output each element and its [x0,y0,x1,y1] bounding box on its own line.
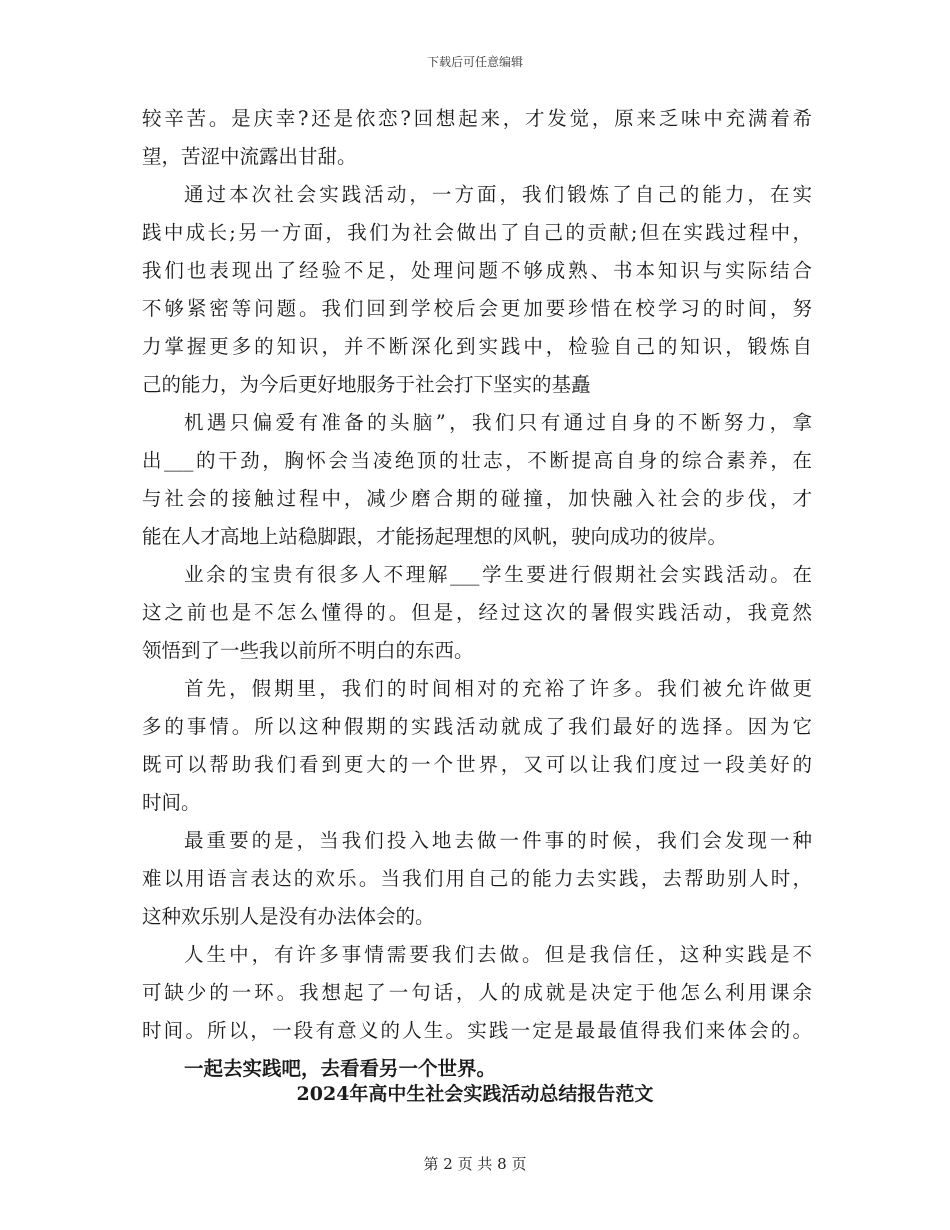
text-line: 首先，假期里，我们的时间相对的充裕了许多。我们被允许做更 [184,677,812,700]
text-line-bold: 一起去实践吧，去看看另一个世界。 [184,1057,497,1080]
text-line: 最重要的是，当我们投入地去做一件事的时候，我们会发现一种 [184,829,812,852]
text-line: 时间。 [142,791,201,814]
text-line: 这之前也是不怎么懂得的。但是，经过这次的暑假实践活动，我竟然 [142,601,812,624]
text-line: 可缺少的一环。我想起了一句话，人的成就是决定于他怎么利用课余 [142,981,812,1004]
page-number: 第 2 页 共 8 页 [423,1155,527,1173]
text-line: 多的事情。所以这种假期的实践活动就成了我们最好的选择。因为它 [142,715,812,738]
text-line: 机遇只偏爱有准备的头脑”，我们只有通过自身的不断努力，拿 [184,411,812,434]
text-line: 既可以帮助我们看到更大的一个世界，又可以让我们度过一段美好的 [142,753,812,776]
text-line: 不够紧密等问题。我们回到学校后会更加要珍惜在校学习的时间，努 [142,297,812,320]
text-line: 望，苦涩中流露出甘甜。 [142,145,357,168]
text-line: 时间。所以，一段有意义的人生。实践一定是最最值得我们来体会的。 [142,1019,812,1042]
text-line: 践中成长;另一方面，我们为社会做出了自己的贡献;但在实践过程中， [142,221,812,244]
document-title: 2024年高中生社会实践活动总结报告范文 [296,1083,654,1105]
page-header: 下载后可任意编辑 [426,55,523,69]
text-line: 出___的干劲，胸怀会当凌绝顶的壮志，不断提高自身的综合素养，在 [142,449,812,472]
text-line: 这种欢乐别人是没有办法体会的。 [142,905,435,928]
text-line: 能在人才高地上站稳脚跟，才能扬起理想的风帆，驶向成功的彼岸。 [142,525,728,548]
text-line: 人生中，有许多事情需要我们去做。但是我信任，这种实践是不 [184,943,812,966]
text-line: 力掌握更多的知识，并不断深化到实践中，检验自己的知识，锻炼自 [142,335,812,358]
body-text [142,100,812,1088]
text-line: 己的能力，为今后更好地服务于社会打下坚实的基矗 [142,373,591,396]
text-line: 与社会的接触过程中，减少磨合期的碰撞，加快融入社会的步伐，才 [142,487,812,510]
text-line: 较辛苦。是庆幸?还是依恋?回想起来，才发觉，原来乏味中充满着希 [142,107,812,130]
text-line: 领悟到了一些我以前所不明白的东西。 [142,639,474,662]
text-line: 通过本次社会实践活动，一方面，我们锻炼了自己的能力，在实 [184,183,812,206]
text-line: 我们也表现出了经验不足，处理问题不够成熟、书本知识与实际结合 [142,259,812,282]
text-line: 难以用语言表达的欢乐。当我们用自己的能力去实践，去帮助别人时， [142,867,812,890]
text-line: 业余的宝贵有很多人不理解___学生要进行假期社会实践活动。在 [184,563,812,586]
